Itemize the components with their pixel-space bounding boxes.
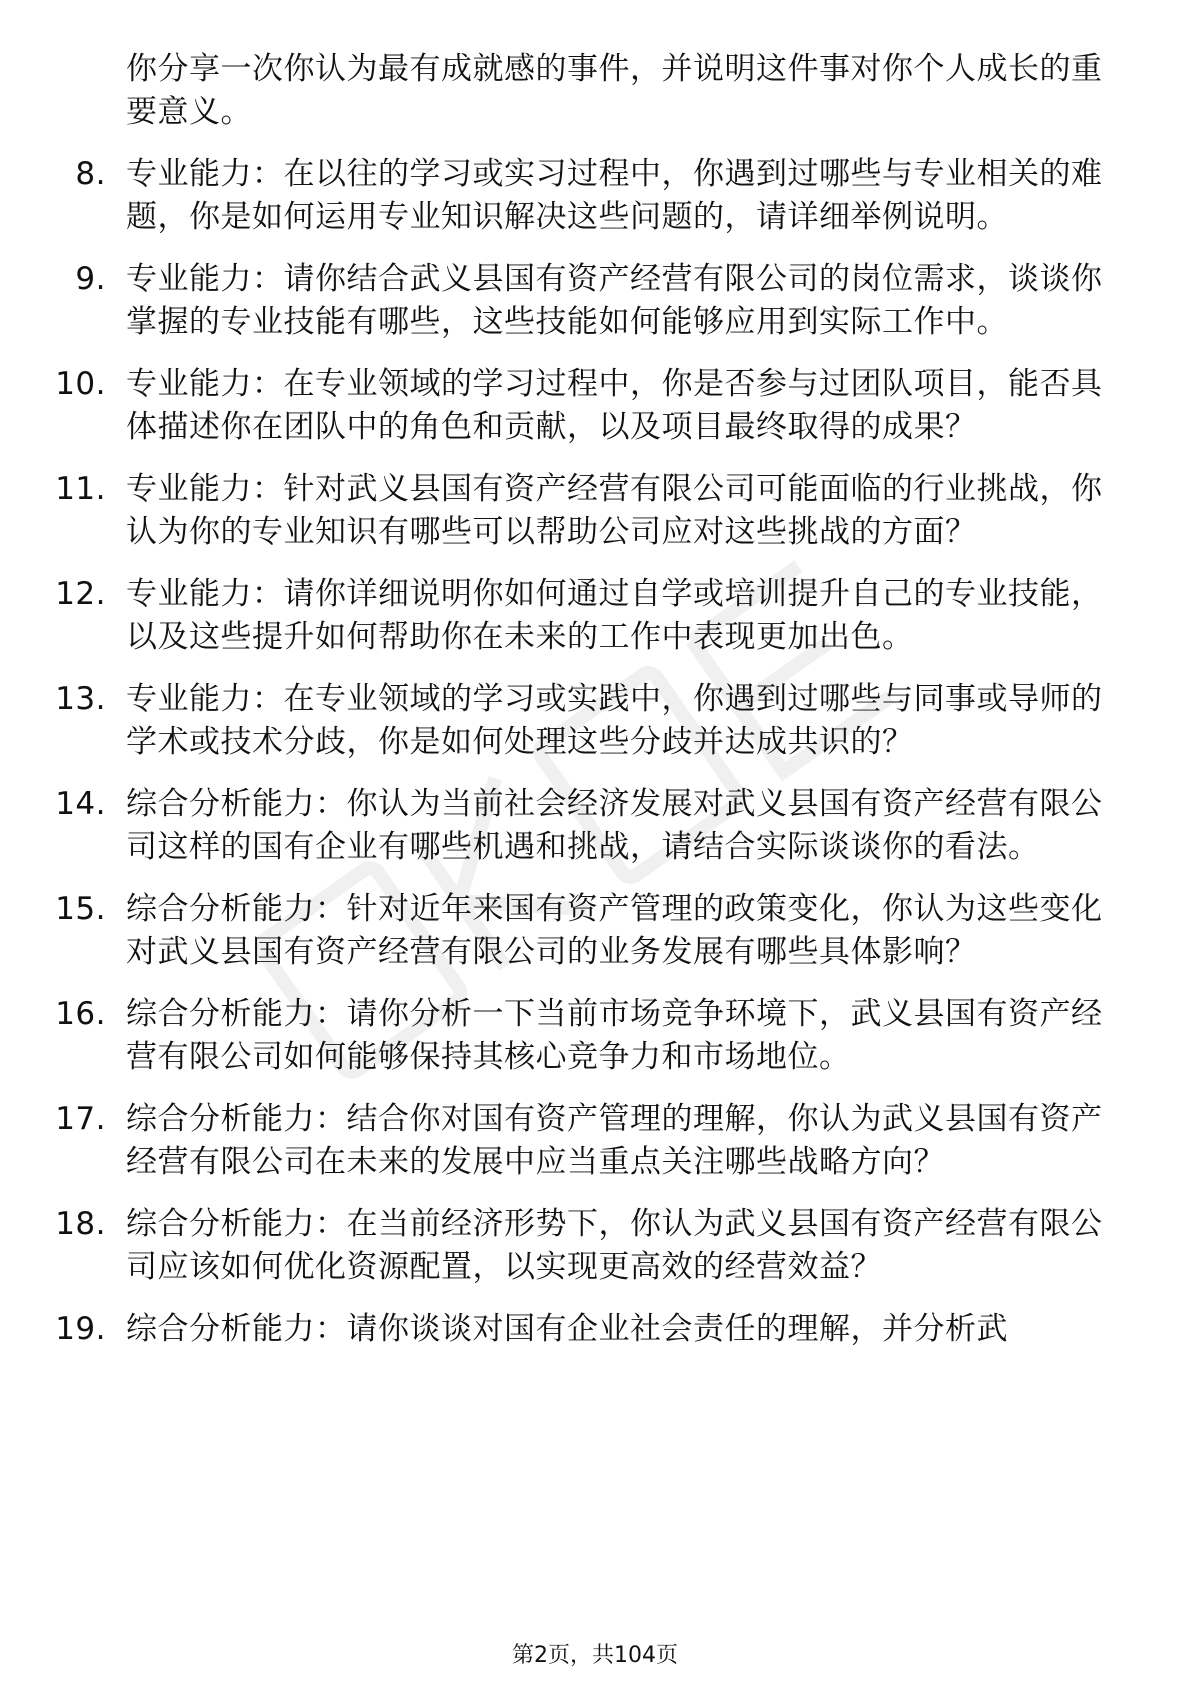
list-item: [0, 993, 1111, 1079]
question-number: 10.: [55, 366, 106, 402]
list-item: [0, 468, 1111, 554]
question-text: 专业能力：请你结合武义县国有资产经营有限公司的岗位需求，谈谈你掌握的专业技能有哪些，这些技能如何能够应用到实际工作中。: [126, 261, 1103, 340]
question-text: 综合分析能力：针对近年来国有资产管理的政策变化，你认为这些变化对武义县国有资产经营有限公司的业务发展有哪些具体影响？: [126, 891, 1103, 970]
list-item: [0, 888, 1111, 974]
list-item: [0, 153, 1111, 239]
question-text: 专业能力：针对武义县国有资产经营有限公司可能面临的行业挑战，你认为你的专业知识有哪些可以帮助公司应对这些挑战的方面？: [126, 471, 1103, 550]
list-item: [0, 258, 1111, 344]
question-text: 综合分析能力：结合你对国有资产管理的理解，你认为武义县国有资产经营有限公司在未来的发展中应当重点关注哪些战略方向？: [126, 1101, 1103, 1180]
list-item: [0, 573, 1111, 659]
question-number: 15.: [55, 891, 106, 927]
continuation-text: 你分享一次你认为最有成就感的事件，并说明这件事对你个人成长的重要意义。: [126, 51, 1103, 130]
question-text: 专业能力：在专业领域的学习过程中，你是否参与过团队项目，能否具体描述你在团队中的角色和贡献，以及项目最终取得的成果？: [126, 366, 1103, 445]
question-number: 18.: [55, 1206, 106, 1242]
question-text: 综合分析能力：请你谈谈对国有企业社会责任的理解，并分析武: [126, 1311, 1008, 1347]
question-number: 11.: [55, 471, 106, 507]
list-item-continuation: [0, 48, 1111, 134]
question-text: 综合分析能力：在当前经济形势下，你认为武义县国有资产经营有限公司应该如何优化资源配置，以实现更高效的经营效益？: [126, 1206, 1103, 1285]
question-number: 19.: [55, 1311, 106, 1347]
question-number: 9.: [75, 261, 106, 297]
question-number: 13.: [55, 681, 106, 717]
question-number: 16.: [55, 996, 106, 1032]
list-item: [0, 1203, 1111, 1289]
question-text: 综合分析能力：你认为当前社会经济发展对武义县国有资产经营有限公司这样的国有企业有哪些机遇和挑战，请结合实际谈谈你的看法。: [126, 786, 1103, 865]
list-item: [0, 1098, 1111, 1184]
question-text: 专业能力：在以往的学习或实习过程中，你遇到过哪些与专业相关的难题，你是如何运用专业知识解决这些问题的，请详细举例说明。: [126, 156, 1103, 235]
question-number: 12.: [55, 576, 106, 612]
question-number: 8.: [75, 156, 106, 192]
question-text: 专业能力：在专业领域的学习或实践中，你遇到过哪些与同事或导师的学术或技术分歧，你是如何处理这些分歧并达成共识的？: [126, 681, 1103, 760]
question-text: 综合分析能力：请你分析一下当前市场竞争环境下，武义县国有资产经营有限公司如何能够保持其核心竞争力和市场地位。: [126, 996, 1103, 1075]
question-text: 专业能力：请你详细说明你如何通过自学或培训提升自己的专业技能，以及这些提升如何帮助你在未来的工作中表现更加出色。: [126, 576, 1103, 655]
list-item: [0, 678, 1111, 764]
page-footer: [0, 1638, 1190, 1669]
list-item: [0, 363, 1111, 449]
question-number: 14.: [55, 786, 106, 822]
question-number: 17.: [55, 1101, 106, 1137]
question-list: [0, 48, 1190, 1370]
page-number-label: 第2页，共104页: [512, 1643, 678, 1668]
list-item: [0, 783, 1111, 869]
list-item: [0, 1308, 1111, 1351]
